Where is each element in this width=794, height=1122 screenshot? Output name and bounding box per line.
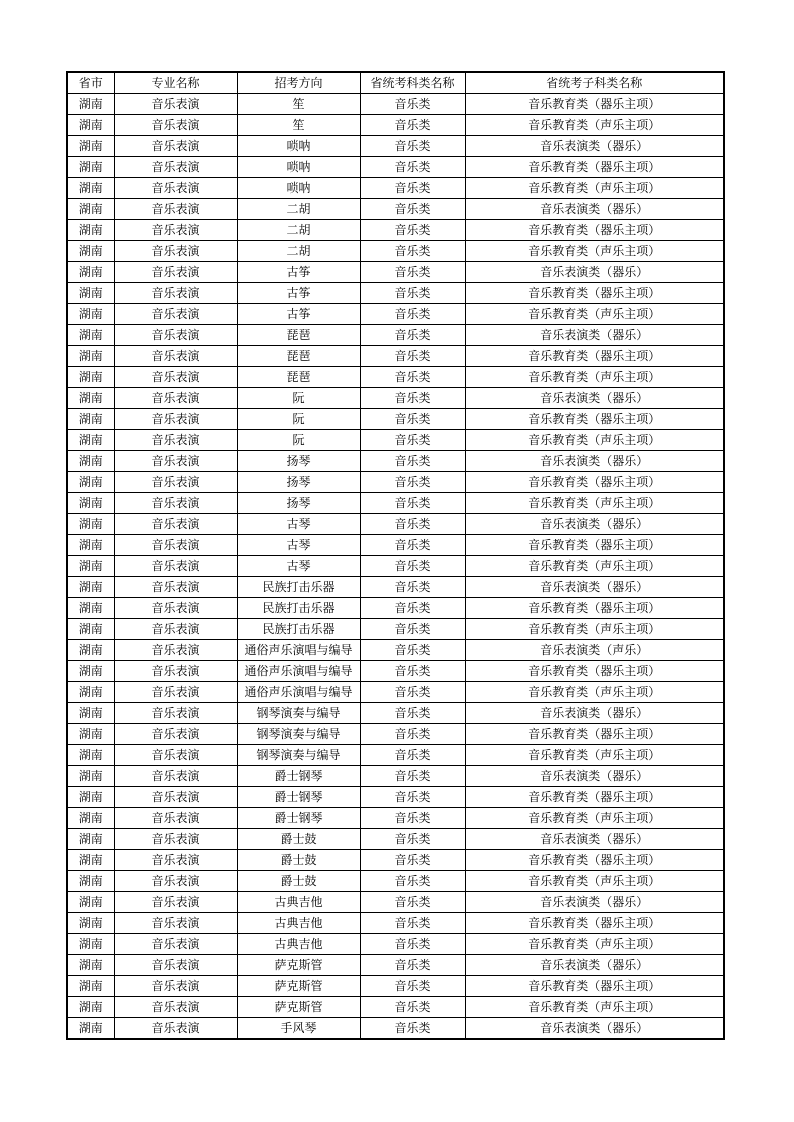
exam-category-cell: 音乐类 (360, 703, 465, 724)
exam-direction-cell: 扬琴 (237, 472, 360, 493)
major-name-cell: 音乐表演 (114, 367, 237, 388)
exam-direction-cell: 通俗声乐演唱与编导 (237, 661, 360, 682)
major-name-cell: 音乐表演 (114, 997, 237, 1018)
exam-subcategory-cell: 音乐教育类（器乐主项） (465, 850, 724, 871)
table-row (67, 892, 724, 913)
major-name-cell: 音乐表演 (114, 892, 237, 913)
province-cell: 湖南 (67, 136, 114, 157)
exam-subcategory-cell: 音乐教育类（器乐主项） (465, 598, 724, 619)
exam-category-cell: 音乐类 (360, 514, 465, 535)
major-name-cell: 音乐表演 (114, 94, 237, 115)
exam-category-cell: 音乐类 (360, 745, 465, 766)
province-cell: 湖南 (67, 661, 114, 682)
exam-direction-cell: 阮 (237, 430, 360, 451)
exam-subcategory-cell: 音乐教育类（器乐主项） (465, 724, 724, 745)
exam-direction-cell: 萨克斯管 (237, 997, 360, 1018)
major-name-cell: 音乐表演 (114, 241, 237, 262)
table-row (67, 913, 724, 934)
exam-direction-cell: 笙 (237, 115, 360, 136)
exam-subcategory-cell: 音乐教育类（声乐主项） (465, 997, 724, 1018)
major-name-cell: 音乐表演 (114, 913, 237, 934)
major-name-cell: 音乐表演 (114, 157, 237, 178)
exam-category-cell: 音乐类 (360, 94, 465, 115)
exam-direction-cell: 古典吉他 (237, 913, 360, 934)
major-name-cell: 音乐表演 (114, 955, 237, 976)
major-name-cell: 音乐表演 (114, 829, 237, 850)
province-cell: 湖南 (67, 976, 114, 997)
exam-direction-cell: 琵琶 (237, 346, 360, 367)
exam-direction-cell: 扬琴 (237, 451, 360, 472)
table-row (67, 451, 724, 472)
header-exam-subcategory: 省统考子科类名称 (465, 72, 724, 94)
exam-subcategory-cell: 音乐教育类（声乐主项） (465, 556, 724, 577)
table-row (67, 682, 724, 703)
table-row (67, 598, 724, 619)
table-row (67, 241, 724, 262)
province-cell: 湖南 (67, 115, 114, 136)
major-name-cell: 音乐表演 (114, 136, 237, 157)
province-cell: 湖南 (67, 283, 114, 304)
major-name-cell: 音乐表演 (114, 619, 237, 640)
province-cell: 湖南 (67, 220, 114, 241)
exam-category-cell: 音乐类 (360, 682, 465, 703)
table-row (67, 346, 724, 367)
exam-subcategory-cell: 音乐教育类（器乐主项） (465, 535, 724, 556)
exam-subcategory-cell: 音乐表演类（器乐） (465, 451, 724, 472)
exam-direction-cell: 古筝 (237, 262, 360, 283)
header-exam-direction: 招考方向 (237, 72, 360, 94)
table-row (67, 493, 724, 514)
table-row (67, 283, 724, 304)
table-row (67, 199, 724, 220)
exam-subcategory-cell: 音乐教育类（器乐主项） (465, 913, 724, 934)
exam-direction-cell: 笙 (237, 94, 360, 115)
table-row (67, 535, 724, 556)
table-row (67, 871, 724, 892)
exam-subcategory-cell: 音乐教育类（声乐主项） (465, 871, 724, 892)
exam-category-cell: 音乐类 (360, 535, 465, 556)
exam-subcategory-cell: 音乐教育类（器乐主项） (465, 472, 724, 493)
exam-subcategory-cell: 音乐教育类（声乐主项） (465, 745, 724, 766)
exam-direction-cell: 琵琶 (237, 325, 360, 346)
exam-subcategory-cell: 音乐教育类（声乐主项） (465, 808, 724, 829)
exam-category-cell: 音乐类 (360, 409, 465, 430)
exam-subcategory-cell: 音乐教育类（声乐主项） (465, 241, 724, 262)
exam-category-cell: 音乐类 (360, 178, 465, 199)
exam-subcategory-cell: 音乐教育类（器乐主项） (465, 409, 724, 430)
exam-subcategory-cell: 音乐表演类（器乐） (465, 892, 724, 913)
exam-direction-cell: 唢呐 (237, 136, 360, 157)
major-name-cell: 音乐表演 (114, 199, 237, 220)
province-cell: 湖南 (67, 577, 114, 598)
exam-subcategory-cell: 音乐表演类（器乐） (465, 577, 724, 598)
exam-category-cell: 音乐类 (360, 829, 465, 850)
exam-subcategory-cell: 音乐表演类（器乐） (465, 514, 724, 535)
exam-subcategory-cell: 音乐表演类（器乐） (465, 955, 724, 976)
exam-subcategory-cell: 音乐教育类（声乐主项） (465, 367, 724, 388)
exam-category-cell: 音乐类 (360, 241, 465, 262)
province-cell: 湖南 (67, 997, 114, 1018)
major-name-cell: 音乐表演 (114, 871, 237, 892)
exam-direction-cell: 萨克斯管 (237, 955, 360, 976)
exam-subcategory-cell: 音乐教育类（器乐主项） (465, 94, 724, 115)
major-name-cell: 音乐表演 (114, 1018, 237, 1040)
province-cell: 湖南 (67, 556, 114, 577)
exam-category-cell: 音乐类 (360, 136, 465, 157)
exam-subcategory-cell: 音乐教育类（器乐主项） (465, 220, 724, 241)
exam-category-cell: 音乐类 (360, 346, 465, 367)
exam-direction-cell: 古典吉他 (237, 934, 360, 955)
province-cell: 湖南 (67, 640, 114, 661)
province-cell: 湖南 (67, 325, 114, 346)
exam-direction-cell: 古琴 (237, 535, 360, 556)
exam-category-cell: 音乐类 (360, 472, 465, 493)
exam-subcategory-cell: 音乐教育类（声乐主项） (465, 619, 724, 640)
exam-subcategory-cell: 音乐教育类（声乐主项） (465, 493, 724, 514)
table-row (67, 157, 724, 178)
exam-category-cell: 音乐类 (360, 766, 465, 787)
province-cell: 湖南 (67, 871, 114, 892)
exam-subcategory-cell: 音乐教育类（声乐主项） (465, 682, 724, 703)
major-name-cell: 音乐表演 (114, 745, 237, 766)
exam-subcategory-cell: 音乐表演类（声乐） (465, 640, 724, 661)
table-row (67, 388, 724, 409)
table-body (67, 94, 724, 1040)
province-cell: 湖南 (67, 535, 114, 556)
table-row (67, 220, 724, 241)
table-row (67, 703, 724, 724)
exam-subcategory-cell: 音乐教育类（声乐主项） (465, 304, 724, 325)
exam-category-cell: 音乐类 (360, 367, 465, 388)
exam-category-cell: 音乐类 (360, 115, 465, 136)
table-row (67, 472, 724, 493)
table-row (67, 976, 724, 997)
exam-category-cell: 音乐类 (360, 955, 465, 976)
province-cell: 湖南 (67, 178, 114, 199)
exam-category-cell: 音乐类 (360, 871, 465, 892)
province-cell: 湖南 (67, 451, 114, 472)
major-name-cell: 音乐表演 (114, 346, 237, 367)
exam-direction-cell: 钢琴演奏与编导 (237, 745, 360, 766)
exam-category-cell: 音乐类 (360, 220, 465, 241)
major-name-cell: 音乐表演 (114, 556, 237, 577)
exam-direction-cell: 古琴 (237, 514, 360, 535)
exam-category-cell: 音乐类 (360, 325, 465, 346)
table-row (67, 514, 724, 535)
major-name-cell: 音乐表演 (114, 850, 237, 871)
major-name-cell: 音乐表演 (114, 472, 237, 493)
exam-subcategory-cell: 音乐表演类（器乐） (465, 325, 724, 346)
exam-direction-cell: 古琴 (237, 556, 360, 577)
table-row (67, 997, 724, 1018)
major-name-cell: 音乐表演 (114, 514, 237, 535)
table-row (67, 325, 724, 346)
major-name-cell: 音乐表演 (114, 493, 237, 514)
major-name-cell: 音乐表演 (114, 934, 237, 955)
exam-direction-cell: 古典吉他 (237, 892, 360, 913)
province-cell: 湖南 (67, 430, 114, 451)
major-name-cell: 音乐表演 (114, 976, 237, 997)
province-cell: 湖南 (67, 304, 114, 325)
province-cell: 湖南 (67, 346, 114, 367)
table-row (67, 745, 724, 766)
exam-category-cell: 音乐类 (360, 934, 465, 955)
province-cell: 湖南 (67, 409, 114, 430)
table-row (67, 577, 724, 598)
exam-subcategory-cell: 音乐教育类（器乐主项） (465, 283, 724, 304)
major-name-cell: 音乐表演 (114, 766, 237, 787)
exam-subcategory-cell: 音乐教育类（声乐主项） (465, 934, 724, 955)
table-row (67, 304, 724, 325)
header-major-name: 专业名称 (114, 72, 237, 94)
province-cell: 湖南 (67, 808, 114, 829)
exam-category-cell: 音乐类 (360, 451, 465, 472)
exam-direction-cell: 爵士钢琴 (237, 766, 360, 787)
exam-subcategory-cell: 音乐教育类（器乐主项） (465, 157, 724, 178)
table-row (67, 94, 724, 115)
major-name-cell: 音乐表演 (114, 220, 237, 241)
exam-category-cell: 音乐类 (360, 619, 465, 640)
province-cell: 湖南 (67, 94, 114, 115)
exam-category-cell: 音乐类 (360, 598, 465, 619)
exam-direction-cell: 二胡 (237, 241, 360, 262)
header-row (67, 72, 724, 94)
major-name-cell: 音乐表演 (114, 724, 237, 745)
province-cell: 湖南 (67, 934, 114, 955)
province-cell: 湖南 (67, 724, 114, 745)
exam-subcategory-cell: 音乐表演类（器乐） (465, 703, 724, 724)
table-row (67, 724, 724, 745)
table-row (67, 955, 724, 976)
province-cell: 湖南 (67, 199, 114, 220)
exam-direction-cell: 古筝 (237, 304, 360, 325)
table-row (67, 619, 724, 640)
exam-subcategory-cell: 音乐教育类（声乐主项） (465, 178, 724, 199)
table-row (67, 766, 724, 787)
exam-category-cell: 音乐类 (360, 913, 465, 934)
exam-category-cell: 音乐类 (360, 787, 465, 808)
exam-category-cell: 音乐类 (360, 724, 465, 745)
table-row (67, 850, 724, 871)
exam-category-cell: 音乐类 (360, 283, 465, 304)
exam-category-cell: 音乐类 (360, 997, 465, 1018)
exam-subcategory-cell: 音乐教育类（器乐主项） (465, 661, 724, 682)
table-row (67, 661, 724, 682)
exam-category-cell: 音乐类 (360, 157, 465, 178)
exam-direction-cell: 钢琴演奏与编导 (237, 724, 360, 745)
exam-direction-cell: 阮 (237, 388, 360, 409)
major-name-cell: 音乐表演 (114, 598, 237, 619)
province-cell: 湖南 (67, 703, 114, 724)
table-row (67, 136, 724, 157)
major-name-cell: 音乐表演 (114, 304, 237, 325)
exam-category-cell: 音乐类 (360, 577, 465, 598)
major-name-cell: 音乐表演 (114, 682, 237, 703)
province-cell: 湖南 (67, 829, 114, 850)
major-name-cell: 音乐表演 (114, 325, 237, 346)
province-cell: 湖南 (67, 388, 114, 409)
exam-direction-cell: 爵士鼓 (237, 850, 360, 871)
province-cell: 湖南 (67, 262, 114, 283)
exam-category-cell: 音乐类 (360, 388, 465, 409)
province-cell: 湖南 (67, 598, 114, 619)
province-cell: 湖南 (67, 766, 114, 787)
major-name-cell: 音乐表演 (114, 661, 237, 682)
exam-direction-cell: 爵士鼓 (237, 829, 360, 850)
province-cell: 湖南 (67, 367, 114, 388)
exam-category-cell: 音乐类 (360, 892, 465, 913)
admissions-table (66, 71, 725, 1040)
province-cell: 湖南 (67, 850, 114, 871)
exam-direction-cell: 爵士钢琴 (237, 787, 360, 808)
exam-category-cell: 音乐类 (360, 493, 465, 514)
province-cell: 湖南 (67, 913, 114, 934)
exam-category-cell: 音乐类 (360, 199, 465, 220)
major-name-cell: 音乐表演 (114, 178, 237, 199)
header-exam-category: 省统考科类名称 (360, 72, 465, 94)
province-cell: 湖南 (67, 493, 114, 514)
exam-subcategory-cell: 音乐教育类（器乐主项） (465, 787, 724, 808)
exam-direction-cell: 通俗声乐演唱与编导 (237, 682, 360, 703)
exam-direction-cell: 民族打击乐器 (237, 619, 360, 640)
exam-direction-cell: 古筝 (237, 283, 360, 304)
exam-direction-cell: 民族打击乐器 (237, 577, 360, 598)
exam-subcategory-cell: 音乐表演类（器乐） (465, 766, 724, 787)
major-name-cell: 音乐表演 (114, 787, 237, 808)
major-name-cell: 音乐表演 (114, 577, 237, 598)
header-province: 省市 (67, 72, 114, 94)
exam-subcategory-cell: 音乐表演类（器乐） (465, 262, 724, 283)
exam-direction-cell: 琵琶 (237, 367, 360, 388)
province-cell: 湖南 (67, 955, 114, 976)
exam-subcategory-cell: 音乐教育类（声乐主项） (465, 430, 724, 451)
exam-direction-cell: 爵士鼓 (237, 871, 360, 892)
exam-direction-cell: 唢呐 (237, 178, 360, 199)
exam-direction-cell: 阮 (237, 409, 360, 430)
exam-subcategory-cell: 音乐教育类（器乐主项） (465, 346, 724, 367)
exam-category-cell: 音乐类 (360, 850, 465, 871)
province-cell: 湖南 (67, 787, 114, 808)
table-row (67, 787, 724, 808)
major-name-cell: 音乐表演 (114, 430, 237, 451)
major-name-cell: 音乐表演 (114, 283, 237, 304)
table-row (67, 1018, 724, 1040)
exam-category-cell: 音乐类 (360, 1018, 465, 1040)
table-row (67, 367, 724, 388)
province-cell: 湖南 (67, 682, 114, 703)
major-name-cell: 音乐表演 (114, 703, 237, 724)
exam-category-cell: 音乐类 (360, 808, 465, 829)
major-name-cell: 音乐表演 (114, 262, 237, 283)
table-row (67, 556, 724, 577)
province-cell: 湖南 (67, 619, 114, 640)
province-cell: 湖南 (67, 157, 114, 178)
table-row (67, 934, 724, 955)
major-name-cell: 音乐表演 (114, 115, 237, 136)
major-name-cell: 音乐表演 (114, 808, 237, 829)
exam-direction-cell: 手风琴 (237, 1018, 360, 1040)
table-row (67, 115, 724, 136)
exam-subcategory-cell: 音乐教育类（器乐主项） (465, 976, 724, 997)
exam-direction-cell: 唢呐 (237, 157, 360, 178)
table-row (67, 409, 724, 430)
exam-category-cell: 音乐类 (360, 976, 465, 997)
province-cell: 湖南 (67, 745, 114, 766)
exam-category-cell: 音乐类 (360, 661, 465, 682)
province-cell: 湖南 (67, 472, 114, 493)
province-cell: 湖南 (67, 514, 114, 535)
province-cell: 湖南 (67, 1018, 114, 1040)
exam-category-cell: 音乐类 (360, 304, 465, 325)
table-row (67, 262, 724, 283)
table-row (67, 640, 724, 661)
exam-direction-cell: 通俗声乐演唱与编导 (237, 640, 360, 661)
exam-subcategory-cell: 音乐表演类（器乐） (465, 199, 724, 220)
province-cell: 湖南 (67, 241, 114, 262)
exam-subcategory-cell: 音乐表演类（器乐） (465, 1018, 724, 1040)
exam-subcategory-cell: 音乐表演类（器乐） (465, 829, 724, 850)
exam-category-cell: 音乐类 (360, 262, 465, 283)
exam-subcategory-cell: 音乐表演类（器乐） (465, 388, 724, 409)
major-name-cell: 音乐表演 (114, 388, 237, 409)
exam-direction-cell: 扬琴 (237, 493, 360, 514)
exam-direction-cell: 二胡 (237, 199, 360, 220)
exam-category-cell: 音乐类 (360, 556, 465, 577)
province-cell: 湖南 (67, 892, 114, 913)
table-row (67, 829, 724, 850)
exam-subcategory-cell: 音乐教育类（声乐主项） (465, 115, 724, 136)
major-name-cell: 音乐表演 (114, 451, 237, 472)
major-name-cell: 音乐表演 (114, 409, 237, 430)
table-row (67, 808, 724, 829)
exam-direction-cell: 萨克斯管 (237, 976, 360, 997)
exam-direction-cell: 爵士钢琴 (237, 808, 360, 829)
exam-category-cell: 音乐类 (360, 640, 465, 661)
exam-direction-cell: 二胡 (237, 220, 360, 241)
table-row (67, 178, 724, 199)
exam-direction-cell: 钢琴演奏与编导 (237, 703, 360, 724)
table-row (67, 430, 724, 451)
major-name-cell: 音乐表演 (114, 640, 237, 661)
major-name-cell: 音乐表演 (114, 535, 237, 556)
exam-subcategory-cell: 音乐表演类（器乐） (465, 136, 724, 157)
exam-direction-cell: 民族打击乐器 (237, 598, 360, 619)
exam-category-cell: 音乐类 (360, 430, 465, 451)
